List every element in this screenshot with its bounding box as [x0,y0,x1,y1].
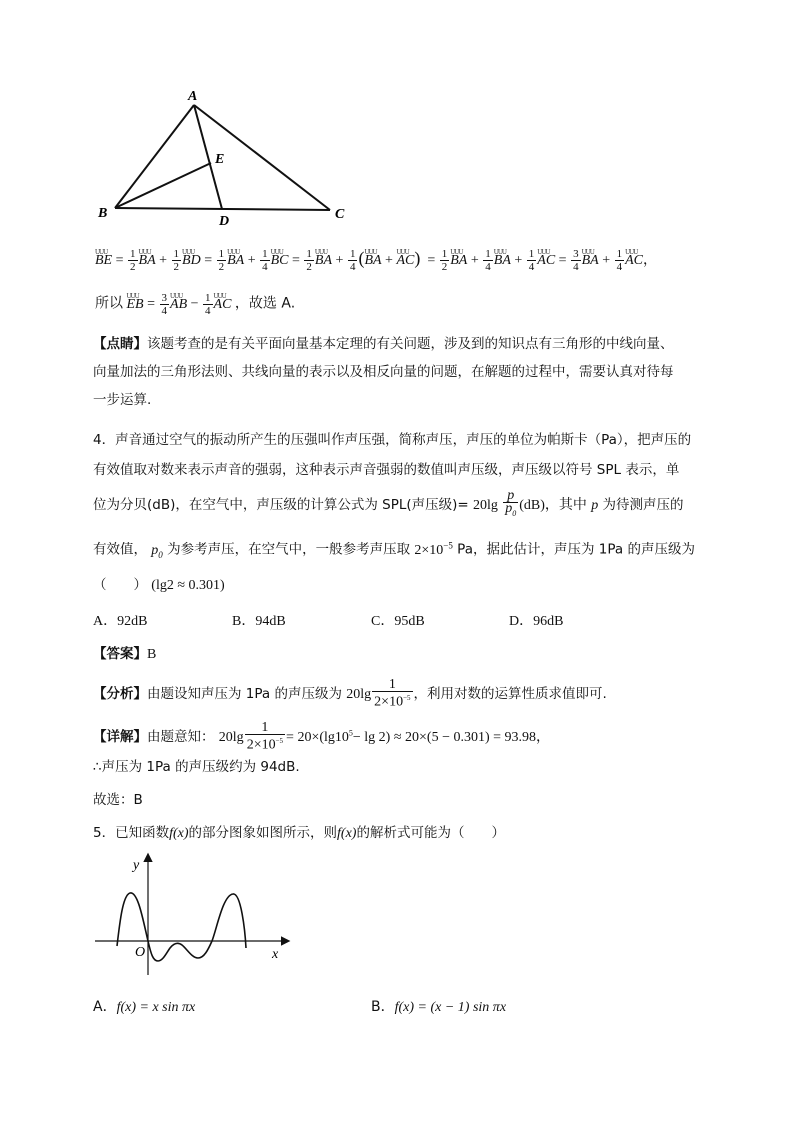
detail-fraction: $\frac{1}{2\times 10^{-5}}$ [246,720,284,753]
answer-tag: 【答案】 [93,646,147,662]
q4-therefore: ∴声压为 1Pa 的声压级约为 94dB. [93,759,300,775]
vec-ac: UUU AC [214,295,232,315]
function-graph [90,850,300,980]
frac: $\frac{1}{4}$ [485,248,491,274]
vec-ab: UUU AB [170,295,187,315]
frac: $\frac{1}{2}$ [306,248,312,274]
frac: $\frac{1}{4}$ [616,248,623,274]
triangle-figure [90,85,360,230]
frac: $\frac{1}{4}$ [349,248,356,274]
frac: $\frac{1}{4}$ [262,248,268,274]
detail-tag: 【详解】 [93,728,147,745]
option-d[interactable]: D．96dB [509,614,564,629]
vec-bd: UUU BD [182,251,201,271]
q5-option-b[interactable]: B．f(x) = (x − 1) sin πx [371,999,507,1015]
q5-stem: 5．已知函数f(x)的部分图象如图所示，则f(x)的解析式可能为（ ） [93,825,505,841]
segment-be [115,163,211,208]
vec-be: UUU BE [95,251,112,271]
vec-ba: UUU BA [582,251,599,271]
q4-paragraph [93,425,691,485]
vec-ac: UUU AC [537,251,555,271]
vec-bc: UUU BC [271,251,289,271]
frac: $\frac{1}{4}$ [528,248,535,274]
frac: $\frac{1}{4}$ [205,292,211,317]
label-b: B [98,206,108,221]
label-a: A [188,89,198,104]
q4-choose: 故选：B [93,792,143,808]
vector-equation: UUU BE = $\frac{1}{2}$ UUU BA + $\frac{1}{2}$ UUU BD = $\frac{1}{2}$ UUU BA + $\frac{1}{4}$ UUU BC = $\frac{1}{2}$ UUU BA + $\frac{1}{4}$ (UUU BA + UUU AC) = $\frac{1}{2}$ UUU BA + $\frac{1}{4}$ UUU BA + $\frac{1}{4}$ UUU AC = $\frac{3}{4}$ UUU BA + $\frac{1}{4}$ UUU AC， [95,248,657,273]
vec-ba: UUU BA [315,251,332,271]
q4-line-3: 位为分贝(dB)，在空气中，声压级的计算公式为 SPL(声压级)= 20lg $\frac{p}{p_0}$ (dB)，其中 p 为待测声压的 [93,488,684,518]
q4-answer: 【答案】B [93,646,157,662]
q5-options [93,997,713,1019]
dianjing-line-1: 【点睛】该题考查的是有关平面向量基本定理的有关问题，涉及到的知识点有三角形的中线向量、 [93,336,674,352]
q4-line-1: 4．声音通过空气的振动所产生的压强叫作声压强，简称声压，声压的单位为帕斯卡（Pa），把声压的 [93,432,692,448]
vec-ba: UUU BA [364,251,381,271]
q4-detail: 【详解】由题意知： 20lg $\frac{1}{2\times 10^{-5}}$ = $20\times(\lg 10^5- \lg 2) \approx 20\times(5 - 0.301) = 93.98$， [93,720,551,753]
vec-ba: UUU BA [494,251,511,271]
q4-line-2: 有效值取对数来表示声音的强弱，这种表示声音强弱的数值叫声压级，声压级以符号 SPL 表示，单 [93,462,680,478]
vec-ac: UUU AC [625,251,643,271]
label-d: D [219,214,230,229]
frac: $\frac{3}{4}$ [573,248,579,274]
dianjing-line-3: 一步运算. [93,392,152,408]
dianjing-paragraph [93,330,674,414]
q5-option-a[interactable]: A．f(x) = x sin πx [93,999,196,1015]
formula-fraction: $\frac{p}{p_0}$ [505,488,517,518]
dianjing-tag: 【点睛】 [93,336,147,352]
q4-line-4: 有效值， $p_0$ 为参考声压，在空气中，一般参考声压取 $2\times 10^{-5}$ Pa，据此估计，声压为 1Pa 的声压级为 [93,540,695,560]
x-label: x [272,947,279,962]
vec-ba: UUU BA [450,251,467,271]
side-ab [115,105,194,208]
vec-ba: UUU BA [227,251,244,271]
vec-ac: UUU AC [396,251,414,271]
frac: $\frac{1}{2}$ [173,248,180,274]
frac: $\frac{3}{4}$ [161,292,168,317]
y-label: y [133,858,140,873]
vec-eb: UUU EB [127,295,144,315]
frac: $\frac{1}{2}$ [218,248,225,274]
dianjing-line-2: 向量加法的三角形法则、共线向量的表示以及相反向量的问题，在解题的过程中，需要认真对待每 [93,364,674,380]
label-e: E [215,152,225,167]
vec-ba: UUU BA [139,251,156,271]
q4-analysis: 【分析】由题设知声压为 1Pa 的声压级为 20lg $\frac{1}{2\times 10^{-5}}$ ，利用对数的运算性质求值即可. [93,677,607,710]
q4-line-5: （ ） (lg2 ≈ 0.301) [93,577,225,593]
frac: $\frac{1}{2}$ [441,248,448,274]
option-b[interactable]: B．94dB [232,614,286,629]
conclusion-line: 所以 UUU EB = $\frac{3}{4}$ UUU AB − $\frac{1}{4}$ UUU AC ，故选 A. [95,292,295,317]
option-c[interactable]: C．95dB [371,614,425,629]
origin-label: O [135,945,146,960]
option-a[interactable]: A．92dB [93,614,148,629]
label-c: C [335,207,345,222]
analysis-tag: 【分析】 [93,685,147,702]
frac: $\frac{1}{2}$ [130,248,136,274]
analysis-fraction: $\frac{1}{2\times 10^{-5}}$ [374,677,411,710]
